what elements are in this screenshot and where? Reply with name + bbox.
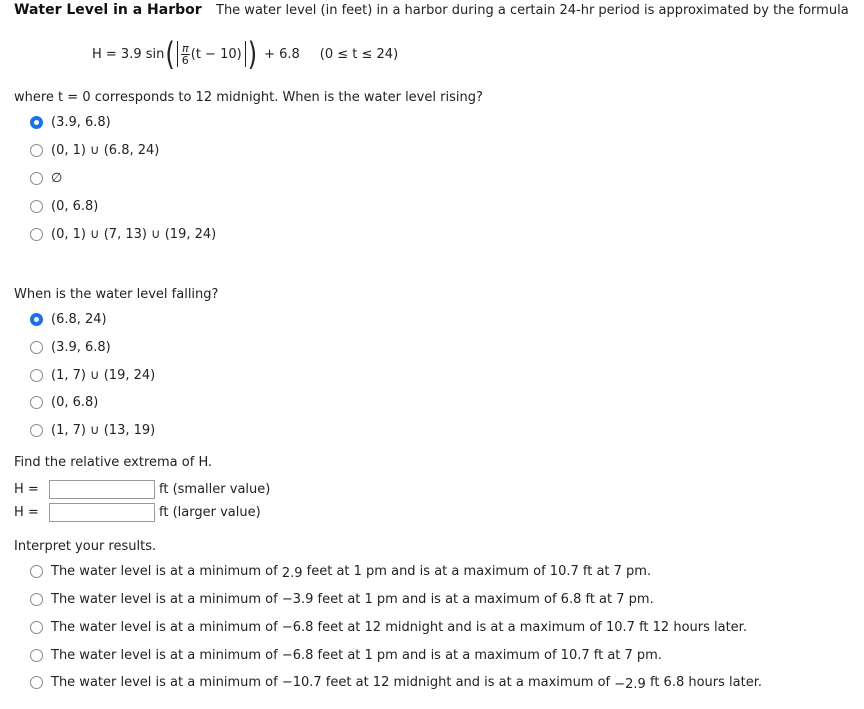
h-min-input[interactable] (49, 480, 155, 499)
h-min-unit: ft (smaller value) (159, 482, 271, 497)
q4-option-label: The water level is at a minimum of −6.8 feet at 12 midnight and is at a maximum of 10.7 ft 12 hours later. (51, 620, 747, 635)
q2-prompt: When is the water level falling? (14, 287, 219, 302)
q1-option[interactable] (30, 171, 62, 186)
q4-option[interactable] (30, 620, 747, 635)
q2-option-label: (3.9, 6.8) (51, 340, 111, 355)
formula-inner: (t − 10) (190, 46, 242, 62)
radio-icon[interactable] (30, 228, 43, 241)
q2-option[interactable] (30, 423, 155, 438)
q4-option-label: The water level is at a minimum of −6.8 feet at 1 pm and is at a maximum of 10.7 ft at 7 pm. (51, 648, 662, 663)
formula-close-paren: ) (247, 35, 258, 73)
radio-selected-icon[interactable] (30, 313, 43, 326)
radio-icon[interactable] (30, 621, 43, 634)
radio-icon[interactable] (30, 144, 43, 157)
radio-icon[interactable] (30, 369, 43, 382)
q4-prompt: Interpret your results. (14, 539, 157, 554)
q2-option[interactable] (30, 395, 98, 410)
q2-option-label: (1, 7) ∪ (13, 19) (51, 423, 156, 438)
q1-option-label: ∅ (51, 171, 63, 186)
h-max-input[interactable] (49, 503, 155, 522)
q1-option[interactable] (30, 143, 159, 158)
formula-bracket (177, 41, 246, 67)
q4-option[interactable] (30, 564, 651, 579)
q4-option-label: The water level is at a minimum of −3.9 feet at 1 pm and is at a maximum of 6.8 ft at 7 pm. (51, 592, 654, 607)
radio-icon[interactable] (30, 649, 43, 662)
q1-prompt: where t = 0 corresponds to 12 midnight. When is the water level rising? (14, 90, 483, 105)
fraction-denominator: 6 (181, 53, 189, 67)
radio-icon[interactable] (30, 341, 43, 354)
radio-icon[interactable] (30, 200, 43, 213)
h-min-label: H = (14, 482, 39, 497)
h-max-unit: ft (larger value) (159, 505, 261, 520)
formula-domain: (0 ≤ t ≤ 24) (319, 46, 399, 62)
q1-option[interactable] (30, 227, 216, 242)
formula-fraction (181, 43, 190, 66)
radio-selected-icon[interactable] (30, 116, 43, 129)
radio-icon[interactable] (30, 424, 43, 437)
h-max-label: H = (14, 505, 39, 520)
radio-icon[interactable] (30, 396, 43, 409)
q1-option-label: (0, 6.8) (51, 199, 99, 214)
q1-option[interactable] (30, 115, 111, 130)
problem-intro: The water level (in feet) in a harbor during a certain 24-hr period is approximated by the formula (216, 3, 849, 18)
q2-option-label: (1, 7) ∪ (19, 24) (51, 368, 156, 383)
radio-icon[interactable] (30, 593, 43, 606)
q2-option[interactable] (30, 368, 155, 383)
q2-option[interactable] (30, 312, 107, 327)
q2-option-label: (6.8, 24) (51, 312, 107, 327)
radio-icon[interactable] (30, 565, 43, 578)
formula (92, 35, 399, 73)
formula-open-paren: ( (165, 35, 175, 73)
radio-icon[interactable] (30, 172, 43, 185)
problem-title: Water Level in a Harbor (14, 2, 202, 18)
formula-plus: + 6.8 (264, 46, 300, 62)
q4-option[interactable] (30, 675, 762, 690)
q1-option[interactable] (30, 199, 98, 214)
q2-option[interactable] (30, 340, 111, 355)
q1-option-label: (3.9, 6.8) (51, 115, 111, 130)
q2-option-label: (0, 6.8) (51, 395, 99, 410)
q1-option-label: (0, 1) ∪ (6.8, 24) (51, 143, 160, 158)
q3-prompt: Find the relative extrema of H. (14, 455, 213, 470)
radio-icon[interactable] (30, 676, 43, 689)
q4-option-label: The water level is at a minimum of 2.9 feet at 1 pm and is at a maximum of 10.7 ft at 7 pm. (51, 564, 652, 581)
q4-option[interactable] (30, 648, 662, 663)
formula-lhs: H = 3.9 sin (92, 46, 165, 62)
q4-option[interactable] (30, 592, 654, 607)
fraction-numerator: π (181, 41, 189, 55)
q1-option-label: (0, 1) ∪ (7, 13) ∪ (19, 24) (51, 227, 217, 242)
q4-option-label: The water level is at a minimum of −10.7 feet at 12 midnight and is at a maximum of −2.9 ft 6.8 hours later. (51, 675, 762, 692)
